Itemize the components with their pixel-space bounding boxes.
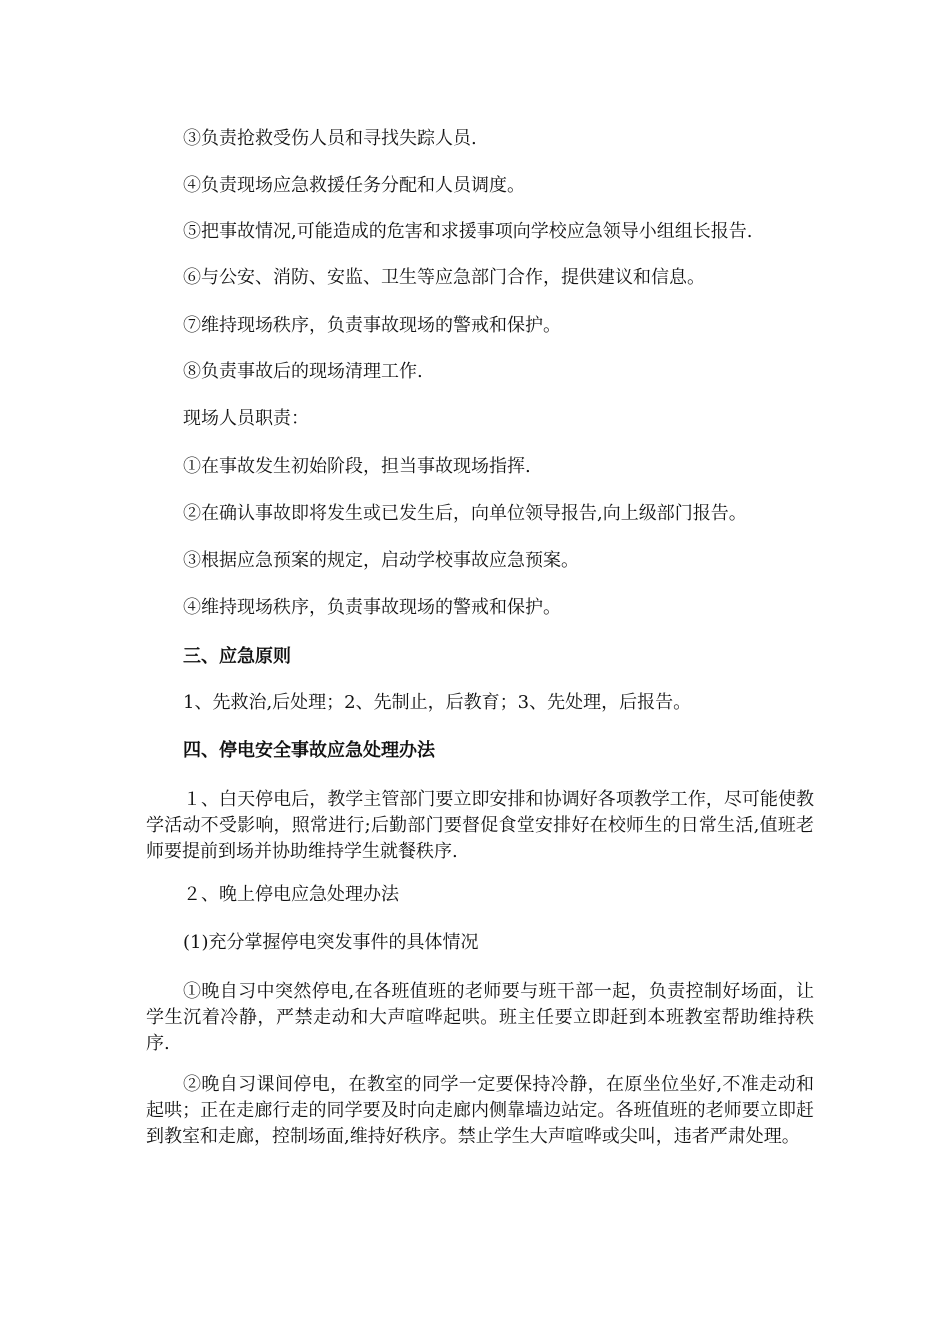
onsite-duty-4: ④维持现场秩序，负责事故现场的警戒和保护。 xyxy=(183,597,561,618)
duty-item-6: ⑥与公安、消防、安监、卫生等应急部门合作，提供建议和信息。 xyxy=(183,267,705,288)
duty-item-3: ③负责抢救受伤人员和寻找失踪人员. xyxy=(183,128,477,149)
study-session-outage-paragraph: ①晚自习中突然停电,在各班值班的老师要与班干部一起，负责控制好场面，让学生沉着冷静，严禁走动和大声喧哗起哄。班主任要立即赶到本班教室帮助维持秩序. xyxy=(146,981,814,1054)
duty-item-8: ⑧负责事故后的现场清理工作. xyxy=(183,361,423,382)
daytime-outage-paragraph: １、白天停电后，教学主管部门要立即安排和协调好各项教学工作，尽可能使教学活动不受影响，照常进行;后勤部门要督促食堂安排好在校师生的日常生活,值班老师要提前到场并协助维持学生就餐秩序. xyxy=(146,789,814,862)
onsite-duties-label: 现场人员职责： xyxy=(183,408,309,429)
onsite-duty-2: ②在确认事故即将发生或已发生后，向单位领导报告,向上级部门报告。 xyxy=(183,503,747,524)
duty-item-5: ⑤把事故情况,可能造成的危害和求援事项向学校应急领导小组组长报告. xyxy=(183,221,753,242)
duty-item-4: ④负责现场应急救援任务分配和人员调度。 xyxy=(183,175,525,196)
subitem-1-heading: (1)充分掌握停电突发事件的具体情况 xyxy=(183,932,479,953)
onsite-duty-3: ③根据应急预案的规定，启动学校事故应急预案。 xyxy=(183,550,579,571)
duty-item-7: ⑦维持现场秩序，负责事故现场的警戒和保护。 xyxy=(183,315,561,336)
onsite-duty-1: ①在事故发生初始阶段，担当事故现场指挥. xyxy=(183,456,531,477)
night-outage-heading: ２、晚上停电应急处理办法 xyxy=(183,884,399,905)
break-outage-paragraph: ②晚自习课间停电，在教室的同学一定要保持冷静，在原坐位坐好,不准走动和起哄；正在走廊行走的同学要及时向走廊内侧靠墙边站定。各班值班的老师要立即赶到教室和走廊，控制场面,维持好秩序。禁止学生大声喧哗或尖叫，违者严肃处理。 xyxy=(146,1074,814,1147)
section-heading-3: 三、应急原则 xyxy=(183,646,291,667)
emergency-principles: 1、先救治,后处理；2、先制止，后教育；3、先处理，后报告。 xyxy=(183,692,692,713)
section-heading-4: 四、停电安全事故应急处理办法 xyxy=(183,740,435,761)
